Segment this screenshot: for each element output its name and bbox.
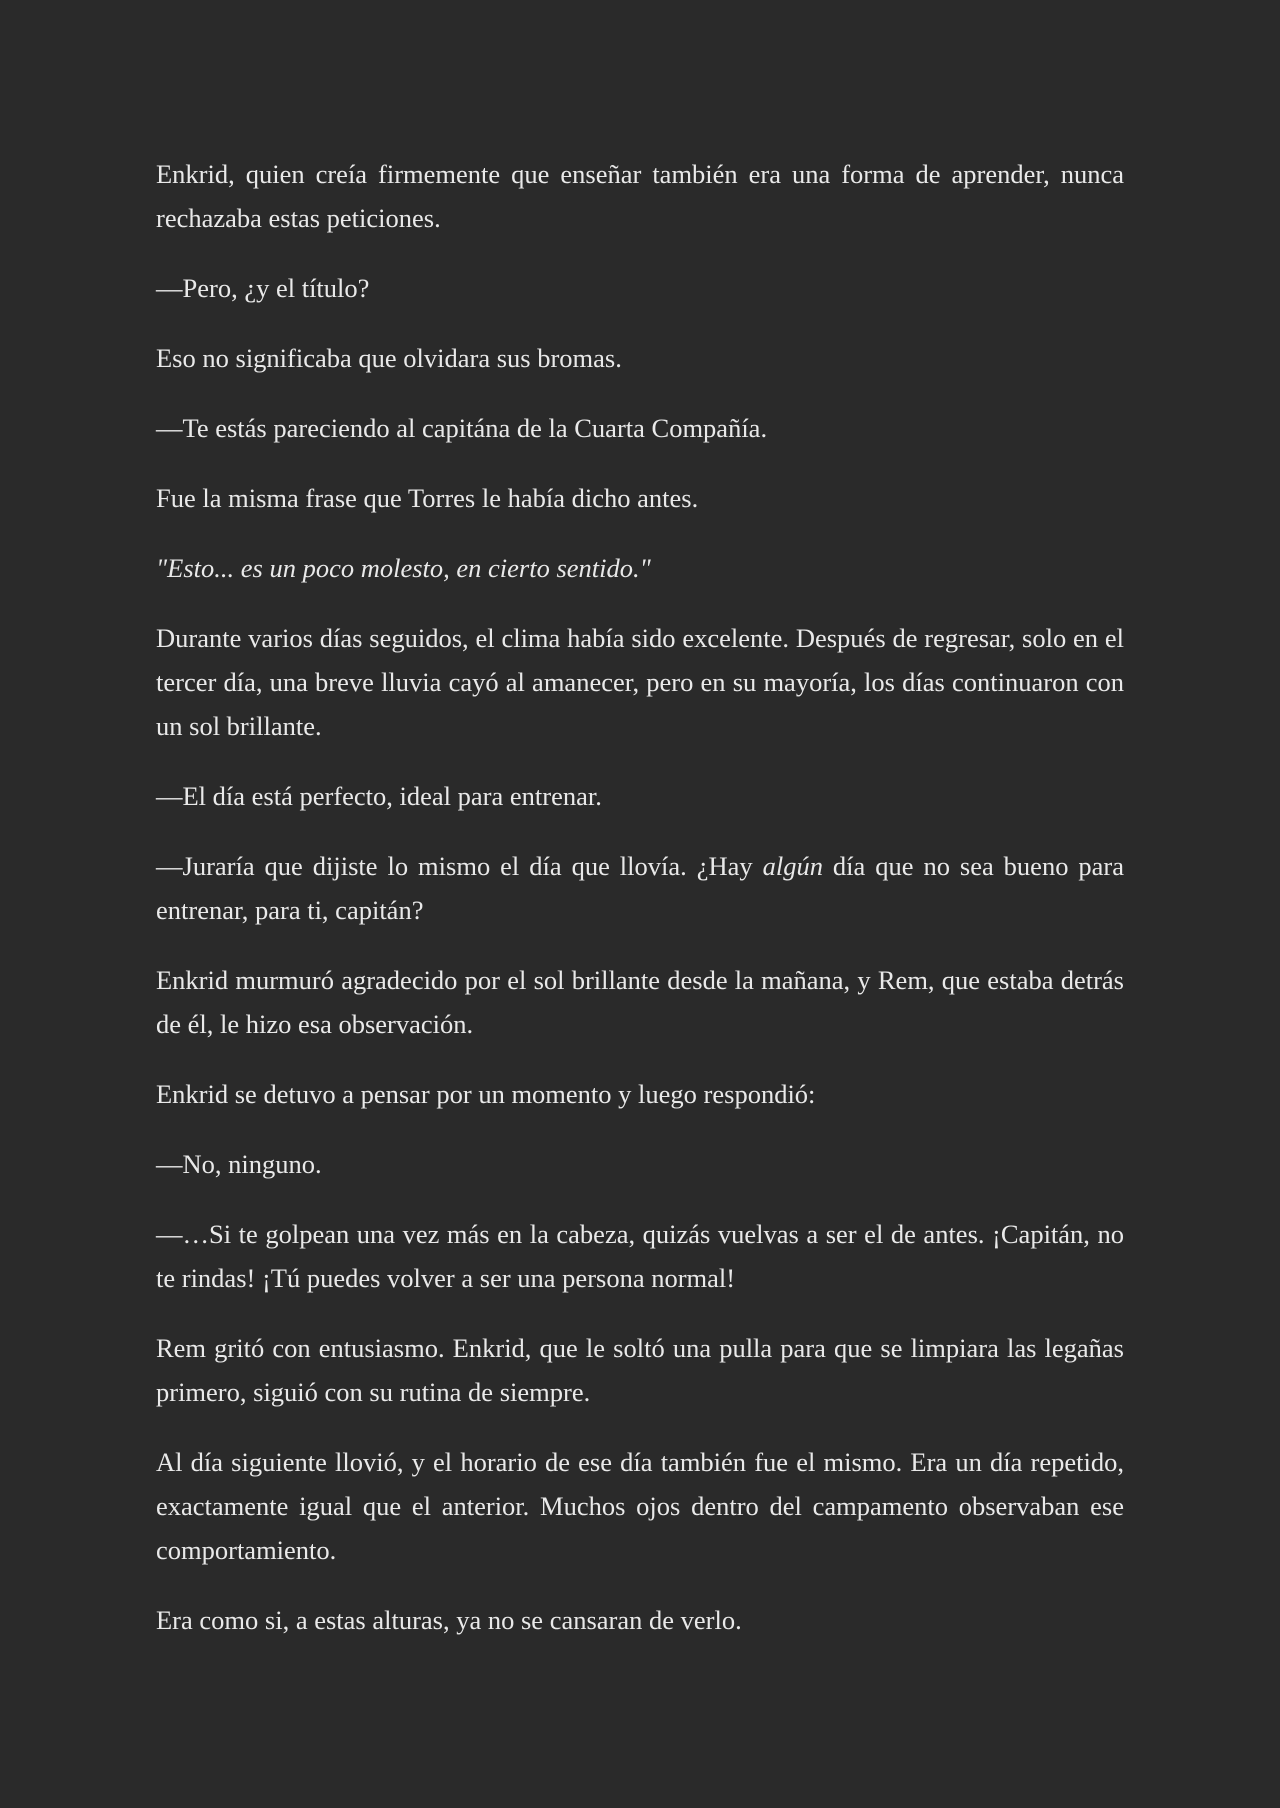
- paragraph-12: —No, ninguno.: [156, 1149, 322, 1179]
- paragraph-6-italic-thought: [156, 546, 1124, 590]
- paragraph-9: [156, 844, 1124, 932]
- paragraph-15: Al día siguiente llovió, y el horario de ese día también fue el mismo. Era un día repetido, exactamente igual que el anterior. Muchos ojos dentro del campamento observaban ese comportamiento.: [156, 1447, 1124, 1565]
- chapter-text: [156, 152, 1124, 1642]
- italic-thought: "Esto... es un poco molesto, en cierto sentido.": [156, 553, 651, 583]
- paragraph-4: —Te estás pareciendo al capitána de la Cuarta Compañía.: [156, 413, 768, 443]
- paragraph-9-after: día que no sea bueno para entrenar, para ti, capitán?: [156, 851, 1124, 925]
- paragraph-1: Enkrid, quien creía firmemente que enseñar también era una forma de aprender, nunca rechazaba estas peticiones.: [156, 159, 1124, 233]
- paragraph-5: Fue la misma frase que Torres le había dicho antes.: [156, 483, 699, 513]
- paragraph-8: —El día está perfecto, ideal para entrenar.: [156, 781, 602, 811]
- paragraph-7: Durante varios días seguidos, el clima había sido excelente. Después de regresar, solo en el tercer día, una breve lluvia cayó al amanecer, pero en su mayoría, los días continuaron con un sol brillante.: [156, 623, 1124, 741]
- paragraph-9-before: —Juraría que dijiste lo mismo el día que llovía. ¿Hay: [156, 851, 763, 881]
- paragraph-16: Era como si, a estas alturas, ya no se cansaran de verlo.: [156, 1605, 742, 1635]
- paragraph-11: Enkrid se detuvo a pensar por un momento y luego respondió:: [156, 1079, 816, 1109]
- paragraph-14: Rem gritó con entusiasmo. Enkrid, que le soltó una pulla para que se limpiara las legañas primero, siguió con su rutina de siempre.: [156, 1333, 1124, 1407]
- paragraph-2: —Pero, ¿y el título?: [156, 273, 370, 303]
- paragraph-3: Eso no significaba que olvidara sus bromas.: [156, 343, 622, 373]
- paragraph-13: —…Si te golpean una vez más en la cabeza, quizás vuelvas a ser el de antes. ¡Capitán, no te rindas! ¡Tú puedes volver a ser una persona normal!: [156, 1219, 1124, 1293]
- paragraph-9-emphasis: algún: [762, 851, 823, 881]
- paragraph-10: Enkrid murmuró agradecido por el sol brillante desde la mañana, y Rem, que estaba detrás de él, le hizo esa observación.: [156, 965, 1124, 1039]
